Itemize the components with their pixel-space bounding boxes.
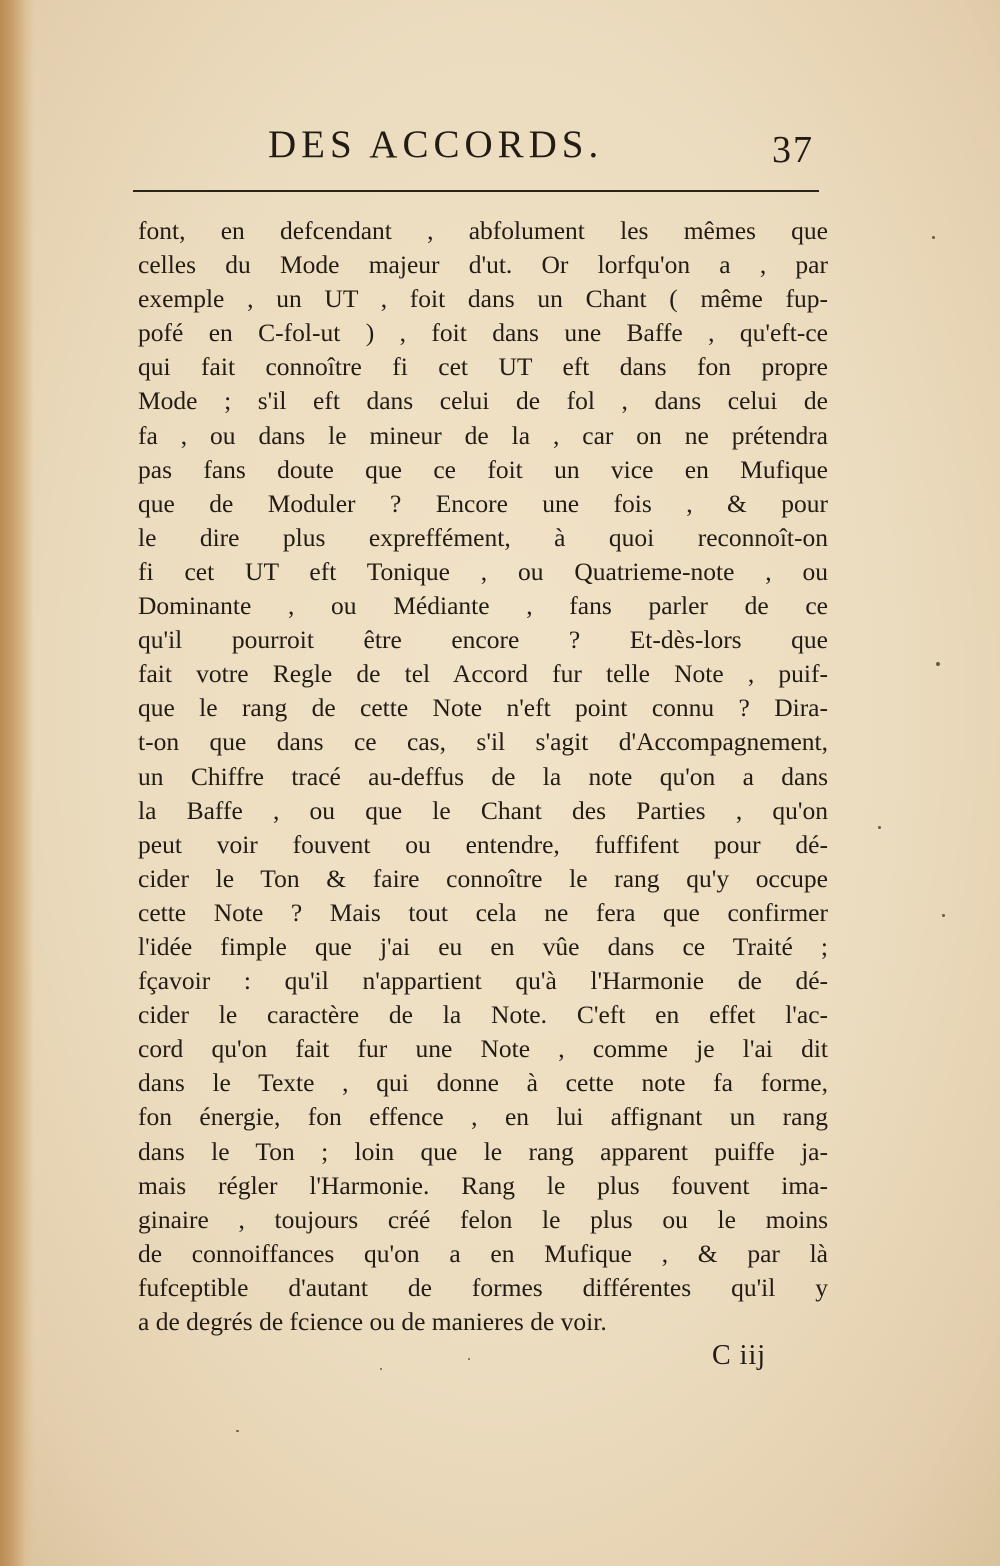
text-line: celles du Mode majeur d'ut. Or lorfqu'on a , par (138, 250, 828, 280)
text-line: fa , ou dans le mineur de la , car on ne prétendra (138, 420, 828, 450)
text-line: le dire plus expreffément, à quoi reconnoît-on (138, 522, 828, 552)
text-line: que le rang de cette Note n'eft point connu ? Dira- (138, 693, 828, 723)
body-text (138, 214, 828, 1339)
text-line: cider le Ton & faire connoître le rang qu'y occupe (138, 863, 828, 893)
text-line: qu'il pourroit être encore ? Et-dès-lors que (138, 625, 828, 655)
text-line: cette Note ? Mais tout cela ne fera que confirmer (138, 897, 828, 927)
text-line: de connoiffances qu'on a en Mufique , & par là (138, 1238, 828, 1268)
header-rule (133, 190, 819, 192)
signature-mark: C iij (712, 1340, 767, 1371)
text-line: Mode ; s'il eft dans celui de fol , dans celui de (138, 386, 828, 416)
text-line: cord qu'on fait fur une Note , comme je l'ai dit (138, 1034, 828, 1064)
text-line: qui fait connoître fi cet UT eft dans fon propre (138, 352, 828, 382)
text-line: font, en defcendant , abfolument les mêmes que (138, 216, 828, 245)
text-line: fufceptible d'autant de formes différentes qu'il y (138, 1272, 828, 1302)
text-line: t-on que dans ce cas, s'il s'agit d'Accompagnement, (138, 727, 828, 757)
text-line: mais régler l'Harmonie. Rang le plus fouvent ima- (138, 1170, 828, 1200)
text-line: ginaire , toujours créé felon le plus ou le moins (138, 1204, 828, 1234)
text-line: exemple , un UT , foit dans un Chant ( même fup- (138, 284, 828, 314)
page-edge-shadow (0, 0, 34, 1566)
text-line: fait votre Regle de tel Accord fur telle Note , puif- (138, 659, 828, 689)
text-line: dans le Ton ; loin que le rang apparent puiffe ja- (138, 1136, 828, 1166)
page-number: 37 (772, 129, 814, 171)
text-line: dans le Texte , qui donne à cette note fa forme, (138, 1068, 828, 1098)
text-line: un Chiffre tracé au-deffus de la note qu'on a dans (138, 761, 828, 791)
text-line: pofé en C-fol-ut ) , foit dans une Baffe , qu'eft-ce (138, 318, 828, 348)
text-line: l'idée fimple que j'ai eu en vûe dans ce Traité ; (138, 931, 828, 961)
text-line: fon énergie, fon effence , en lui affignant un rang (138, 1102, 828, 1132)
text-line: cider le caractère de la Note. C'eft en effet l'ac- (138, 1000, 828, 1030)
text-line: pas fans doute que ce foit un vice en Mufique (138, 454, 828, 484)
text-line: que de Moduler ? Encore une fois , & pour (138, 488, 828, 518)
text-line: a de degrés de fcience ou de manieres de voir. (138, 1307, 607, 1336)
text-line: peut voir fouvent ou entendre, fuffifent pour dé- (138, 829, 828, 859)
text-line: Dominante , ou Médiante , fans parler de ce (138, 591, 828, 621)
text-line: fi cet UT eft Tonique , ou Quatrieme-note , ou (138, 556, 828, 586)
running-title: DES ACCORDS. (268, 123, 604, 166)
text-line: fçavoir : qu'il n'appartient qu'à l'Harmonie de dé- (138, 966, 828, 996)
text-line: la Baffe , ou que le Chant des Parties , qu'on (138, 795, 828, 825)
